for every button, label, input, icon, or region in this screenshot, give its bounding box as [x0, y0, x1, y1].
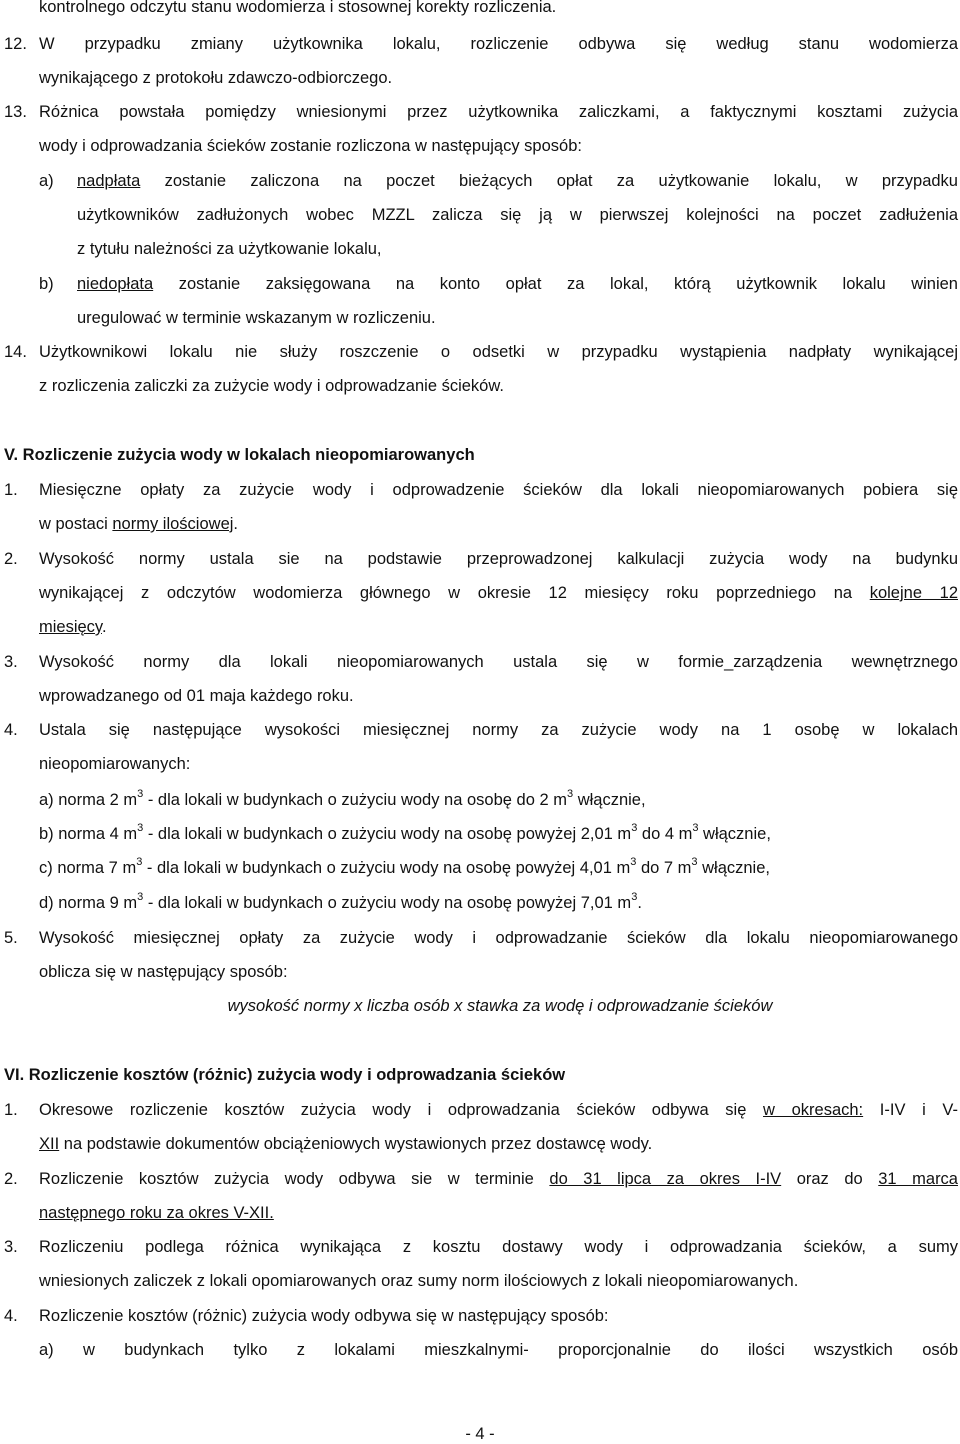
- item-number: 2.: [4, 1170, 18, 1188]
- text-span: b) norma 4 m: [39, 825, 138, 843]
- text-span: włącznie,: [573, 791, 646, 809]
- s6-paragraph-4-sub-a: a) w budynkach tylko z lokalami mieszkalnymi- proporcjonalnie do ilości wszystkich osób: [39, 1341, 958, 1359]
- text-span: wynikającej z odczytów wodomierza głównego w okresie 12 miesięcy roku poprzedniego na: [39, 584, 870, 602]
- s5-paragraph-5-line: Wysokość miesięcznej opłaty za zużycie wody i odprowadzanie ścieków dla lokalu nieopomiarowanego: [39, 929, 958, 947]
- norm-line-a: [39, 790, 958, 810]
- superscript: 3: [137, 891, 144, 903]
- s6-paragraph-2-line: [39, 1169, 958, 1189]
- sub-item-label: b): [39, 275, 54, 293]
- term-overpayment: nadpłata: [77, 172, 141, 190]
- text-span: oraz do: [781, 1170, 879, 1188]
- sub-item-a-line: użytkowników zadłużonych wobec MZZL zalicza się ją w pierwszej kolejności na poczet zadłużenia: [77, 206, 958, 224]
- text-span: a) norma 2 m: [39, 791, 138, 809]
- underlined-text: normy ilościowej: [112, 515, 234, 533]
- text-span: - dla lokali w budynkach o zużyciu wody na osobę powyżej 4,01 m: [142, 859, 631, 877]
- text-span: w postaci: [39, 515, 113, 533]
- text-span: - dla lokali w budynkach o zużyciu wody na osobę powyżej 2,01 m: [143, 825, 632, 843]
- norm-line-d: [39, 893, 958, 913]
- norm-line-b: [39, 824, 958, 844]
- text-line: kontrolnego odczytu stanu wodomierza i stosownej korekty rozliczenia.: [39, 0, 557, 16]
- text-span: d) norma 9 m: [39, 894, 138, 912]
- text-span: do 4 m: [637, 825, 693, 843]
- superscript: 3: [631, 822, 638, 834]
- text-span: na podstawie dokumentów obciążeniowych wystawionych przez dostawcę wody.: [59, 1135, 653, 1153]
- s6-paragraph-3-line: Rozliczeniu podlega różnica wynikająca z kosztu dostawy wody i odprowadzania ścieków, a sumy: [39, 1238, 958, 1256]
- superscript: 3: [692, 822, 699, 834]
- text-span: włącznie,: [697, 859, 770, 877]
- underlined-text: miesięcy: [39, 618, 102, 636]
- superscript: 3: [136, 856, 143, 868]
- text-span: .: [637, 894, 642, 912]
- paragraph-12-line: W przypadku zmiany użytkownika lokalu, rozliczenie odbywa się według stanu wodomierza: [39, 35, 958, 53]
- text-span: do 7 m: [636, 859, 692, 877]
- s6-paragraph-3-line: wniesionych zaliczek z lokali opomiarowanych oraz sumy norm ilościowych z lokali nieopomiarowanych.: [39, 1272, 799, 1290]
- paragraph-12-line: wynikającego z protokołu zdawczo-odbiorczego.: [39, 69, 393, 87]
- s6-paragraph-2-line: [39, 1203, 958, 1223]
- text-span: Rozliczenie kosztów zużycia wody odbywa sie w terminie: [39, 1170, 550, 1188]
- underlined-text: następnego roku za okres V-XII.: [39, 1204, 274, 1222]
- s6-paragraph-1-line: [39, 1134, 958, 1154]
- item-number: 1.: [4, 1101, 18, 1119]
- item-number: 3.: [4, 1238, 18, 1256]
- sub-item-label: a): [39, 172, 54, 190]
- underlined-text: 31 marca: [878, 1170, 958, 1188]
- s5-paragraph-2-line: [39, 583, 958, 603]
- item-number: 3.: [4, 653, 18, 671]
- item-number: 13.: [4, 103, 27, 121]
- s5-paragraph-3-line: Wysokość normy dla lokali nieopomiarowanych ustala się w formie_zarządzenia wewnętrznego: [39, 653, 958, 671]
- item-number: 4.: [4, 721, 18, 739]
- underlined-text: kolejne 12: [869, 584, 958, 602]
- s6-paragraph-1-line: [39, 1100, 958, 1120]
- text-span: .: [101, 618, 107, 636]
- superscript: 3: [691, 856, 698, 868]
- item-number: 1.: [4, 481, 18, 499]
- term-underpayment: niedopłata: [77, 275, 154, 293]
- s5-paragraph-4-line: Ustala się następujące wysokości miesięcznej normy za zużycie wody na 1 osobę w lokalach: [39, 721, 958, 739]
- text-span: - dla lokali w budynkach o zużyciu wody na osobę do 2 m: [143, 791, 567, 809]
- s5-paragraph-1-line: [39, 514, 958, 534]
- s5-paragraph-2-line: Wysokość normy ustala sie na podstawie przeprowadzonej kalkulacji zużycia wody na budynku: [39, 550, 958, 568]
- text-span: I-IV i V-: [863, 1101, 958, 1119]
- text-span: .: [233, 515, 239, 533]
- underlined-text: XII: [39, 1135, 60, 1153]
- superscript: 3: [137, 788, 144, 800]
- sub-item-b-line: uregulować w terminie wskazanym w rozliczeniu.: [77, 309, 436, 327]
- superscript: 3: [566, 788, 574, 800]
- sub-item-a-line: z tytułu należności za użytkowanie lokalu,: [77, 240, 382, 258]
- formula: wysokość normy x liczba osób x stawka za wodę i odprowadzanie ścieków: [227, 997, 773, 1015]
- paragraph-14-line: Użytkownikowi lokalu nie służy roszczenie o odsetki w przypadku wystąpienia nadpłaty wynikającej: [39, 343, 958, 361]
- text-span: włącznie,: [698, 825, 771, 843]
- s5-paragraph-3-line: wprowadzanego od 01 maja każdego roku.: [39, 687, 354, 705]
- s5-paragraph-1-line: Miesięczne opłaty za zużycie wody i odprowadzenie ścieków dla lokali nieopomiarowanych pobiera się: [39, 481, 958, 499]
- superscript: 3: [631, 891, 638, 903]
- item-number: 14.: [4, 343, 27, 361]
- item-number: 2.: [4, 550, 18, 568]
- item-number: 12.: [4, 35, 27, 53]
- item-number: 5.: [4, 929, 18, 947]
- underlined-text: w okresach:: [763, 1101, 864, 1119]
- underlined-text: do 31 lipca za okres I-IV: [549, 1170, 782, 1188]
- text-span: zostanie zaksięgowana na konto opłat za lokal, którą użytkownik lokalu winien: [153, 275, 958, 293]
- paragraph-13-line: wody i odprowadzania ścieków zostanie rozliczona w następujący sposób:: [39, 137, 582, 155]
- superscript: 3: [630, 856, 637, 868]
- s5-paragraph-5-line: oblicza się w następujący sposób:: [39, 963, 288, 981]
- s6-paragraph-4-line: Rozliczenie kosztów (różnic) zużycia wody odbywa się w następujący sposób:: [39, 1307, 609, 1325]
- superscript: 3: [137, 822, 144, 834]
- text-span: zostanie zaliczona na poczet bieżących opłat za użytkowanie lokalu, w przypadku: [140, 172, 958, 190]
- sub-item-a-line: [77, 171, 958, 191]
- s5-paragraph-4-line: nieopomiarowanych:: [39, 755, 191, 773]
- norm-line-c: [39, 858, 958, 878]
- sub-item-b-line: [77, 274, 958, 294]
- text-span: - dla lokali w budynkach o zużyciu wody na osobę powyżej 7,01 m: [143, 894, 632, 912]
- section-heading: V. Rozliczenie zużycia wody w lokalach nieopomiarowanych: [4, 446, 475, 464]
- page-number: - 4 -: [465, 1425, 495, 1443]
- text-span: c) norma 7 m: [39, 859, 137, 877]
- paragraph-14-line: z rozliczenia zaliczki za zużycie wody i odprowadzanie ścieków.: [39, 377, 504, 395]
- section-heading: VI. Rozliczenie kosztów (różnic) zużycia wody i odprowadzania ścieków: [4, 1066, 566, 1084]
- text-span: Okresowe rozliczenie kosztów zużycia wody i odprowadzania ścieków odbywa się: [39, 1101, 764, 1119]
- item-number: 4.: [4, 1307, 18, 1325]
- s5-paragraph-2-line: [39, 617, 958, 637]
- paragraph-13-line: Różnica powstała pomiędzy wniesionymi przez użytkownika zaliczkami, a faktycznymi kosztami zużycia: [39, 103, 958, 121]
